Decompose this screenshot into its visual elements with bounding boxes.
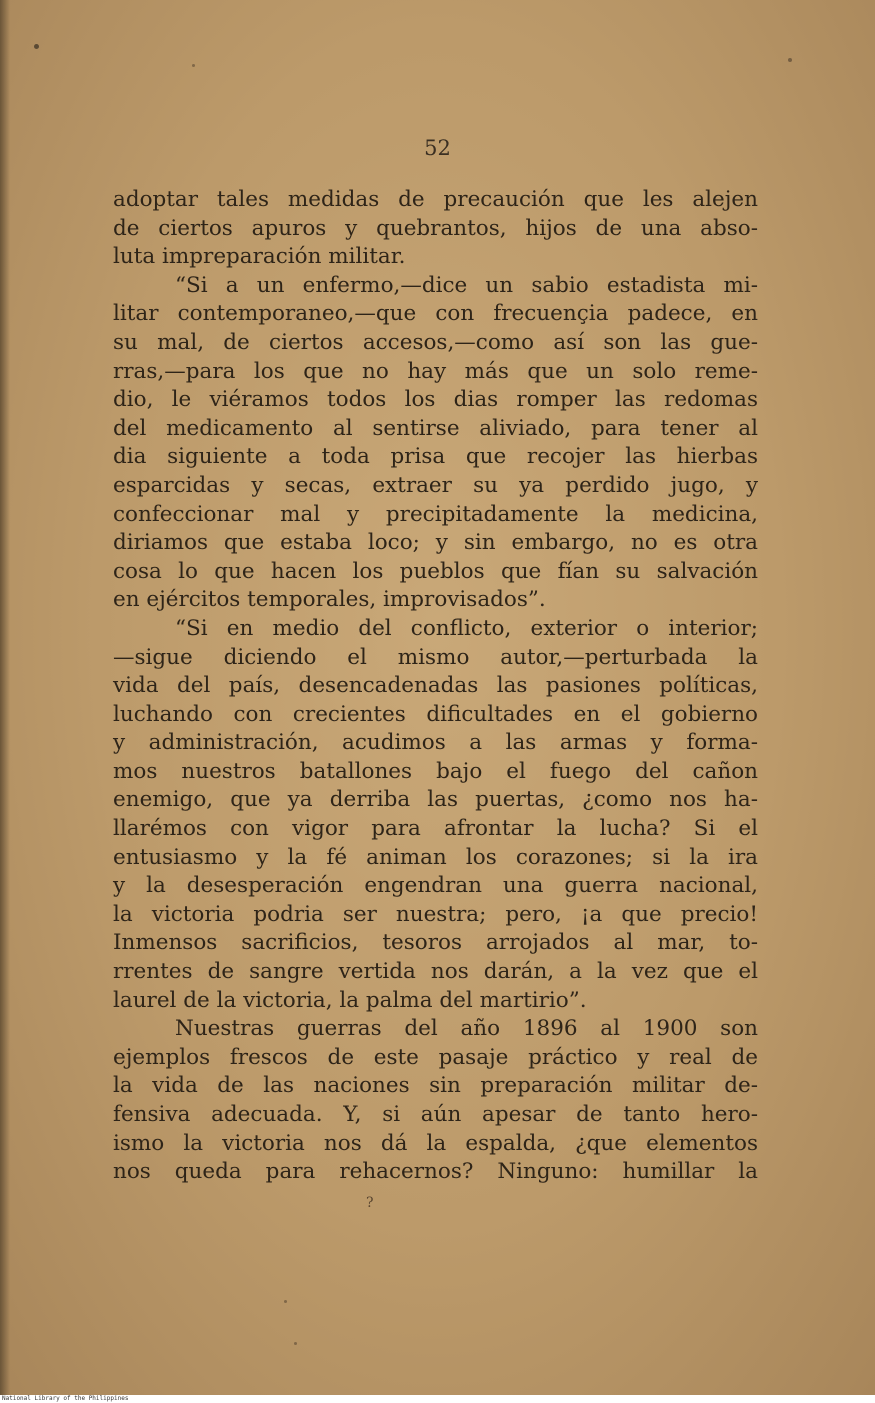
- text-line: y administración, acudimos a las armas y forma-: [113, 730, 758, 756]
- text-line: la vida de las naciones sin preparación militar de-: [113, 1073, 758, 1099]
- text-line: diriamos que estaba loco; y sin embargo, no es otra: [113, 530, 758, 556]
- text-line: nos queda para rehacernos? Ninguno: humillar la: [113, 1159, 758, 1185]
- text-line: esparcidas y secas, extraer su ya perdido jugo, y: [113, 472, 758, 498]
- text-line: adoptar tales medidas de precaución que les alejen: [113, 187, 758, 212]
- text-line: laurel de la victoria, la palma del martirio”.: [113, 987, 587, 1013]
- text-line: mos nuestros batallones bajo el fuego del cañon: [113, 758, 758, 784]
- ink-speck: [284, 1300, 287, 1303]
- text-line: llarémos con vigor para afrontar la lucha? Si el: [113, 816, 758, 842]
- text-line: “Si en medio del conflicto, exterior o interior;: [175, 615, 758, 641]
- text-line: fensiva adecuada. Y, si aún apesar de tanto hero-: [113, 1102, 758, 1127]
- stray-mark: ?: [366, 1195, 374, 1211]
- text-line: entusiasmo y la fé animan los corazones; si la ira: [113, 844, 758, 870]
- text-line: litar contemporaneo,—que con frecuençia padece, en: [113, 301, 758, 327]
- text-line: “Si a un enfermo,—dice un sabio estadista mi-: [175, 272, 758, 298]
- text-line: rras,—para los que no hay más que un solo reme-: [113, 358, 758, 384]
- text-line: —sigue diciendo el mismo autor,—perturbada la: [113, 644, 758, 670]
- ink-speck: [34, 44, 39, 49]
- text-line: su mal, de ciertos accesos,—como así son las gue-: [113, 329, 758, 355]
- text-line: vida del país, desencadenadas las pasiones políticas,: [113, 673, 758, 699]
- text-line: Nuestras guerras del año 1896 al 1900 son: [175, 1016, 758, 1042]
- footer-credit: National Library of the Philippines: [2, 1395, 129, 1402]
- text-line: rrentes de sangre vertida nos darán, a la vez que el: [113, 959, 758, 985]
- ink-speck: [294, 1342, 297, 1345]
- binding-shadow: [0, 0, 10, 1395]
- text-line: luchando con crecientes dificultades en el gobierno: [113, 701, 758, 727]
- text-line: luta impreparación militar.: [113, 244, 406, 270]
- text-line: ejemplos frescos de este pasaje práctico y real de: [113, 1044, 758, 1070]
- text-line: cosa lo que hacen los pueblos que fían su salvación: [113, 558, 758, 584]
- ink-speck: [192, 64, 195, 67]
- text-line: de ciertos apuros y quebrantos, hijos de una abso-: [113, 215, 758, 241]
- text-line: y la desesperación engendran una guerra nacional,: [113, 873, 758, 899]
- text-line: ismo la victoria nos dá la espalda, ¿que elementos: [113, 1130, 758, 1156]
- text-line: dio, le viéramos todos los dias romper las redomas: [113, 387, 758, 413]
- text-line: dia siguiente a toda prisa que recojer las hierbas: [113, 444, 758, 470]
- ink-speck: [788, 58, 792, 62]
- text-line: la victoria podria ser nuestra; pero, ¡a que precio!: [113, 901, 758, 927]
- text-line: en ejércitos temporales, improvisados”.: [113, 587, 546, 613]
- body-text: [113, 186, 758, 1187]
- footer-strip: [0, 1395, 875, 1403]
- text-line: enemigo, que ya derriba las puertas, ¿como nos ha-: [113, 787, 758, 813]
- text-line: Inmensos sacrificios, tesoros arrojados al mar, to-: [113, 930, 758, 956]
- text-line: del medicamento al sentirse aliviado, para tener al: [113, 415, 758, 441]
- text-line: confeccionar mal y precipitadamente la medicina,: [113, 501, 758, 527]
- page-number: 52: [424, 136, 451, 160]
